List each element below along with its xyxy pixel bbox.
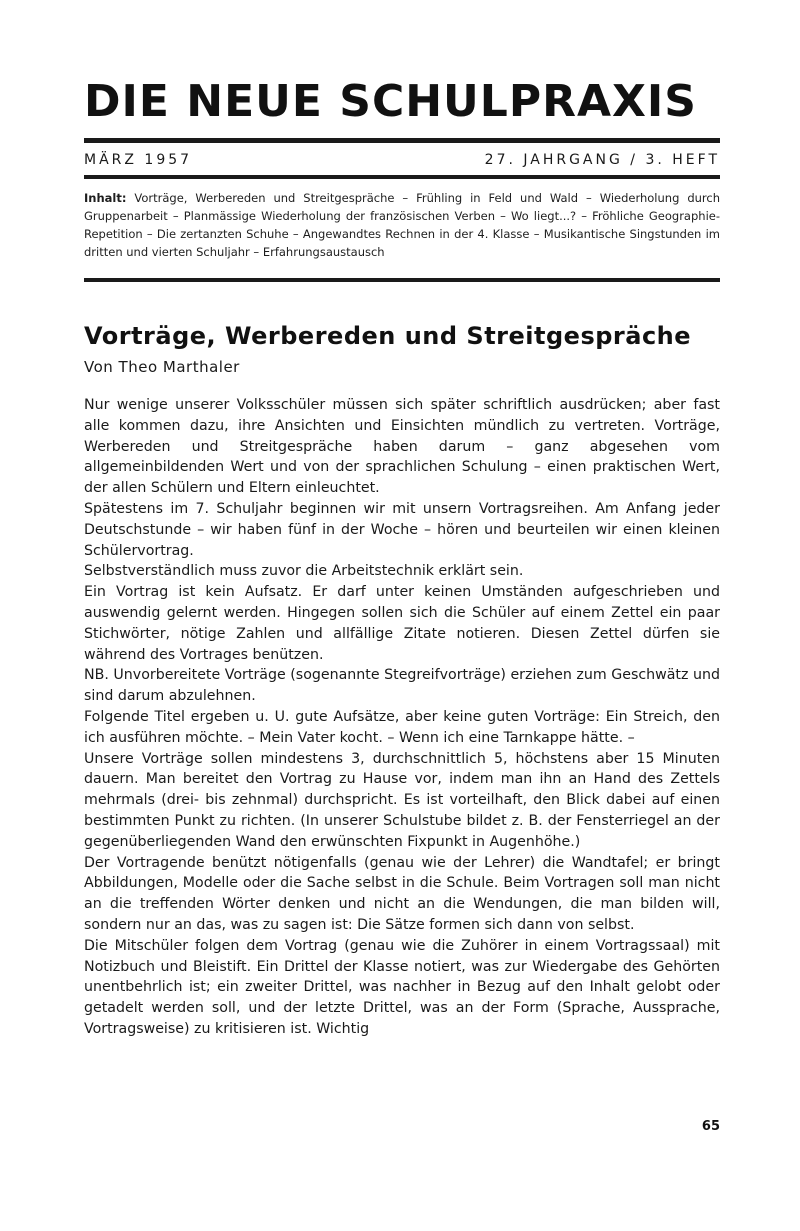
contents-rule (84, 278, 720, 282)
issue-date: MÄRZ 1957 (84, 152, 193, 168)
masthead-title: DIE NEUE SCHULPRAXIS (84, 76, 697, 127)
article-title: Vorträge, Werbereden und Streitgespräche (84, 322, 692, 350)
paragraph: Selbstverständlich muss zuvor die Arbeitstechnik erklärt sein. (84, 563, 524, 580)
paragraph: Der Vortragende benützt nötigenfalls (genau wie der Lehrer) die Wandtafel; er bringt Abbildungen, Modelle oder die Sache selbst in die Schule. Beim Vortragen soll man nicht an die treffenden Wörter denken und nicht an die Wendungen, die man bilden will, sondern nur an das, was zu sagen ist: Die Sätze formen sich dann von selbst. (84, 854, 720, 933)
contents-text: Vorträge, Werbereden und Streitgespräche – Frühling in Feld und Wald – Wiederholung durch Gruppenarbeit – Planmässige Wiederholung der französischen Verben – Wo liegt...? – Fröhliche Geographie-Repetition – Die zertanzten Schuhe – Angewandtes Rechnen in der 4. Klasse – Musikantische Singstunden im dritten und vierten Schuljahr – Erfahrungsaustausch (84, 191, 721, 259)
article-body (84, 395, 720, 1040)
masthead-rule (84, 138, 720, 143)
table-of-contents (84, 189, 720, 261)
paragraph: Nur wenige unserer Volksschüler müssen sich später schriftlich ausdrücken; aber fast alle kommen dazu, ihre Ansichten und Einsichten mündlich zu vertreten. Vorträge, Werbereden und Streitgespräche haben darum – ganz abgesehen vom allgemeinbildenden Wert und von der sprachlichen Schulung – einen praktischen Wert, der allen Schülern und Eltern einleuchtet. (84, 397, 720, 497)
paragraph: Folgende Titel ergeben u. U. gute Aufsätze, aber keine guten Vorträge: Ein Streich, den ich ausführen möchte. – Mein Vater kocht. – Wenn ich eine Tarnkappe hätte. – (84, 708, 720, 746)
page-number: 65 (701, 1119, 720, 1134)
contents-label: Inhalt: (84, 191, 127, 205)
issue-rule (84, 175, 720, 179)
issue-info (84, 150, 720, 170)
paragraph: Ein Vortrag ist kein Aufsatz. Er darf unter keinen Umständen aufgeschrieben und auswendig gelernt werden. Hingegen sollen sich die Schüler auf einem Zettel ein paar Stichwörter, nötige Zahlen und allfällige Zitate notieren. Diesen Zettel dürfen sie während des Vortrages benützen. (84, 584, 720, 663)
issue-volume: 27. JAHRGANG / 3. HEFT (484, 152, 720, 168)
article-author: Von Theo Marthaler (84, 358, 240, 376)
paragraph: NB. Unvorbereitete Vorträge (sogenannte Stegreifvorträge) erziehen zum Geschwätz und sind darum abzulehnen. (84, 667, 720, 705)
paragraph: Spätestens im 7. Schuljahr beginnen wir mit unsern Vortragsreihen. Am Anfang jeder Deutschstunde – wir haben fünf in der Woche – hören und beurteilen wir einen kleinen Schülervortrag. (84, 500, 720, 559)
paragraph: Die Mitschüler folgen dem Vortrag (genau wie die Zuhörer in einem Vortragssaal) mit Notizbuch und Bleistift. Ein Drittel der Klasse notiert, was zur Wiedergabe des Gehörten unentbehrlich ist; ein zweiter Drittel, was nachher in Bezug auf den Inhalt gelobt oder getadelt werden soll, und der letzte Drittel, was an der Form (Sprache, Aussprache, Vortragsweise) zu kritisieren ist. Wichtig (84, 937, 720, 1037)
paragraph: Unsere Vorträge sollen mindestens 3, durchschnittlich 5, höchstens aber 15 Minuten dauern. Man bereitet den Vortrag zu Hause vor, indem man ihn an Hand des Zettels mehrmals (drei- bis zehnmal) durchspricht. Es ist vorteilhaft, den Blick dabei auf einen bestimmten Punkt zu richten. (In unserer Schulstube bildet z. B. der Fensterriegel an der gegenüberliegenden Wand den erwünschten Fixpunkt in Augenhöhe.) (84, 750, 720, 850)
